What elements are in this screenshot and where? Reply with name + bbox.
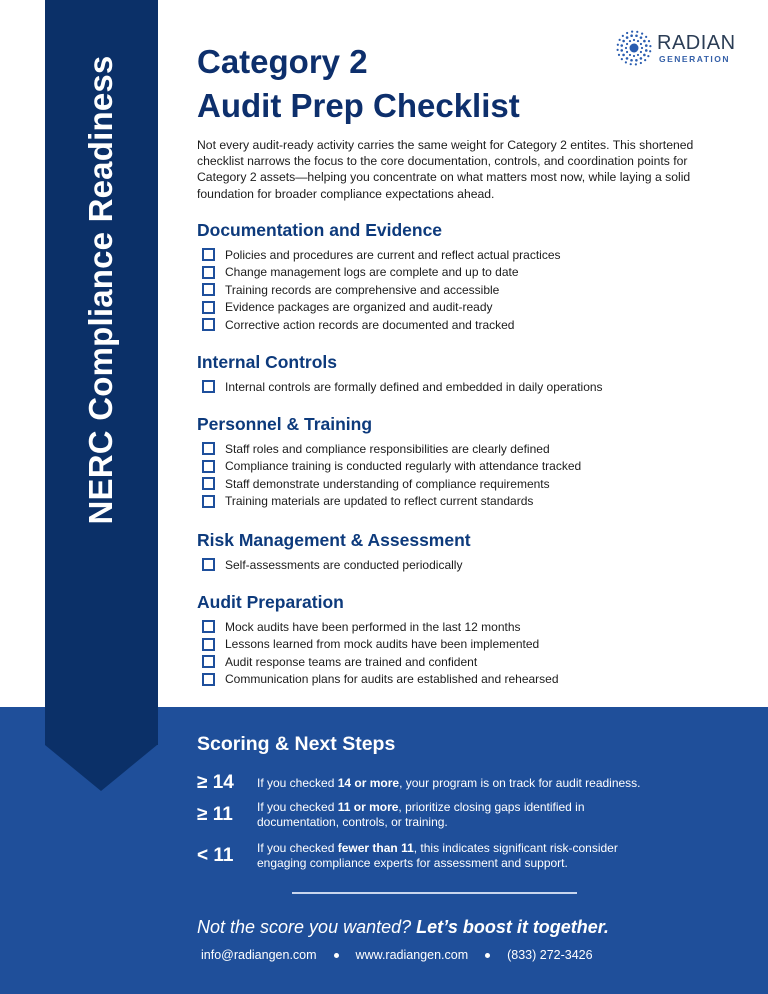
section-personnel-training (197, 413, 581, 510)
checkbox[interactable] (202, 380, 215, 393)
ribbon-title: NERC Compliance Readiness (82, 55, 119, 525)
checkbox[interactable] (202, 248, 215, 261)
checklist (197, 618, 559, 688)
score-threshold: ≥ 11 (197, 804, 233, 825)
score-row (197, 772, 667, 794)
bullet-icon (485, 953, 490, 958)
section-heading: Documentation and Evidence (197, 220, 443, 240)
website-link[interactable]: www.radiangen.com (355, 948, 469, 962)
email-link[interactable]: info@radiangen.com (201, 948, 317, 962)
call-to-action (197, 917, 609, 938)
title-line-1: Category 2 (197, 43, 368, 80)
section-documentation (197, 219, 561, 334)
checkbox[interactable] (202, 638, 215, 651)
item-label: Evidence packages are organized and audit-ready (225, 300, 493, 315)
desc-text: If you checked (257, 800, 338, 814)
checkbox[interactable] (202, 266, 215, 279)
checkbox[interactable] (202, 283, 215, 296)
desc-bold: 14 or more (337, 775, 400, 790)
checklist-item (197, 440, 581, 458)
checklist-item (197, 556, 471, 574)
section-heading: Audit Preparation (197, 592, 344, 612)
checklist (197, 556, 471, 574)
desc-text: , your program is on track for audit readiness. (399, 775, 641, 790)
logo-name: RADIAN (657, 31, 736, 54)
desc-text: , this indicates significant risk-consider engaging compliance experts for assessment and support. (257, 841, 618, 870)
checkbox[interactable] (202, 477, 215, 490)
checklist-item (197, 475, 581, 493)
desc-text: If you checked (257, 841, 338, 855)
checkbox[interactable] (202, 442, 215, 455)
intro-paragraph: Not every audit-ready activity carries the same weight for Category 2 entites. This shortened checklist narrows the focus to the core documentation, controls, and coordination points for Category 2 assets—helping you concentrate on what matters most now, while laying a solid foundation for broader compliance expectations ahead. (197, 138, 694, 201)
item-label: Training materials are updated to reflect current standards (225, 494, 534, 509)
checklist-item (197, 316, 561, 334)
section-heading: Personnel & Training (197, 414, 373, 434)
checklist-item (197, 246, 561, 264)
checkbox[interactable] (202, 495, 215, 508)
checklist-item (197, 636, 559, 654)
item-label: Internal controls are formally defined and embedded in daily operations (225, 379, 603, 394)
item-label: Mock audits have been performed in the last 12 months (225, 619, 521, 634)
score-description (257, 800, 667, 830)
checkbox[interactable] (202, 460, 215, 473)
item-label: Corrective action records are documented and tracked (225, 317, 515, 332)
item-label: Communication plans for audits are established and rehearsed (225, 672, 559, 687)
radial-dots-logo-icon (616, 30, 652, 66)
checklist-item (197, 378, 603, 396)
desc-text: If you checked (257, 775, 338, 790)
phone-link[interactable]: (833) 272-3426 (507, 948, 593, 962)
item-label: Staff demonstrate understanding of compliance requirements (225, 476, 550, 491)
item-label: Change management logs are complete and up to date (225, 265, 519, 280)
checklist-item (197, 493, 581, 511)
logo-subtitle: GENERATION (659, 53, 731, 64)
score-threshold: < 11 (197, 845, 234, 866)
section-heading: Risk Management & Assessment (197, 530, 471, 550)
score-row (197, 841, 667, 871)
desc-bold: 11 or more (337, 800, 399, 814)
checklist-item (197, 653, 559, 671)
item-label: Staff roles and compliance responsibilities are clearly defined (225, 441, 550, 456)
item-label: Self-assessments are conducted periodically (225, 557, 463, 572)
section-risk-management (197, 529, 471, 574)
title-line-2: Audit Prep Checklist (197, 87, 520, 124)
section-internal-controls (197, 351, 603, 396)
desc-text: , prioritize closing gaps identified in documentation, controls, or training. (257, 800, 585, 829)
section-heading: Internal Controls (197, 352, 338, 372)
checklist (197, 246, 561, 334)
checklist-item (197, 671, 559, 689)
checkbox[interactable] (202, 655, 215, 668)
item-label: Policies and procedures are current and reflect actual practices (225, 247, 561, 262)
checklist-item (197, 299, 561, 317)
section-audit-preparation (197, 591, 559, 688)
divider (292, 892, 577, 894)
radian-logo (616, 30, 736, 66)
checkbox[interactable] (202, 558, 215, 571)
checkbox[interactable] (202, 318, 215, 331)
item-label: Compliance training is conducted regularly with attendance tracked (225, 459, 582, 474)
bullet-icon (334, 953, 339, 958)
cta-bold: Let’s boost it together. (416, 917, 609, 937)
item-label: Audit response teams are trained and confident (225, 654, 478, 669)
checkbox[interactable] (202, 673, 215, 686)
checklist-item (197, 458, 581, 476)
score-row (197, 800, 667, 830)
page-title (197, 40, 520, 128)
desc-bold: fewer than 11 (337, 841, 414, 855)
checklist-item (197, 281, 561, 299)
checklist (197, 378, 603, 396)
ribbon-arrow-tip (45, 745, 157, 791)
score-description (257, 841, 667, 871)
cta-text: Not the score you wanted? (197, 917, 417, 937)
contact-info (201, 948, 593, 962)
score-description (257, 776, 667, 791)
item-label: Lessons learned from mock audits have been implemented (225, 637, 540, 652)
checklist-item (197, 618, 559, 636)
score-threshold: ≥ 14 (197, 772, 234, 793)
item-label: Training records are comprehensive and accessible (225, 282, 500, 297)
checkbox[interactable] (202, 301, 215, 314)
checkbox[interactable] (202, 620, 215, 633)
checklist-item (197, 264, 561, 282)
scoring-heading: Scoring & Next Steps (197, 733, 396, 755)
checklist (197, 440, 581, 510)
